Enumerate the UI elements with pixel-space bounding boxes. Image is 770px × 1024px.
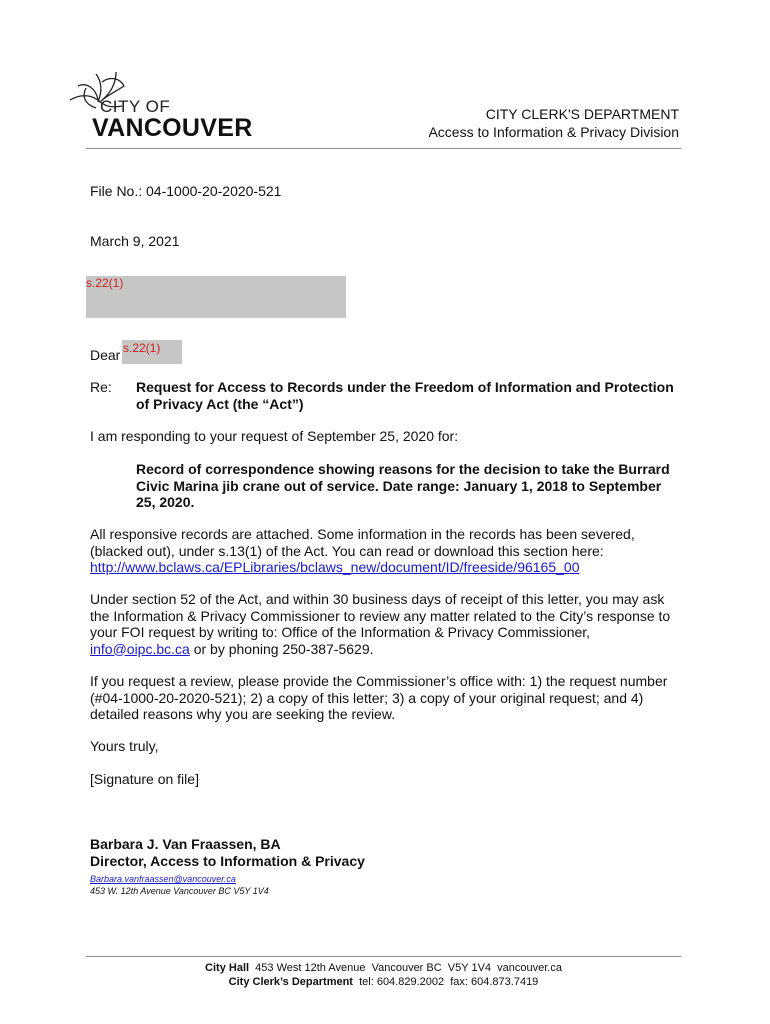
redaction-label: s.22(1) bbox=[86, 276, 124, 290]
bclaws-link[interactable]: http://www.bclaws.ca/EPLibraries/bclaws_new/document/ID/freeside/96165_00 bbox=[90, 559, 580, 575]
salutation-text: Dear bbox=[90, 347, 121, 363]
header-divider bbox=[86, 148, 681, 149]
section52-text: Under section 52 of the Act, and within 30 business days of receipt of this letter, you may ask the Information & Privacy Commissioner to review any matter related to the City’s response to your FOI request by writing to: Office of the Information & Privacy Commissioner, bbox=[90, 591, 671, 640]
records-text: All responsive records are attached. Some information in the records has been severed, (blacked out), under s.13(1) of the Act. You can read or download this section here: bbox=[90, 526, 635, 559]
section52-paragraph bbox=[90, 591, 680, 657]
signature-placeholder: [Signature on file] bbox=[90, 771, 199, 787]
signer-email-link[interactable]: Barbara.vanfraassen@vancouver.ca bbox=[90, 874, 236, 884]
logo-city-of: CITY OF bbox=[100, 97, 171, 116]
department-name: CITY CLERK'S DEPARTMENT bbox=[485, 106, 679, 122]
re-subject: Request for Access to Records under the Freedom of Information and Protection of Privacy Act (the “Act”) bbox=[136, 379, 674, 412]
signer-title: Director, Access to Information & Privacy bbox=[90, 853, 365, 869]
file-number: File No.: 04-1000-20-2020-521 bbox=[90, 183, 282, 199]
logo-vancouver: VANCOUVER bbox=[92, 114, 253, 142]
footer-line-1 bbox=[86, 961, 681, 975]
footer-contact: tel: 604.829.2002 fax: 604.873.7419 bbox=[352, 976, 539, 988]
footer-address: 453 West 12th Avenue Vancouver BC V5Y 1V4 vancouver.ca bbox=[249, 962, 562, 974]
signer-address: 453 W. 12th Avenue Vancouver BC V5Y 1V4 bbox=[90, 886, 269, 896]
review-paragraph: If you request a review, please provide the Commissioner’s office with: 1) the request number (#04-1000-20-2020-521); 2) a copy of this letter; 3) a copy of your original request; and 4) detailed reasons why you are seeking the review. bbox=[90, 673, 668, 722]
oipc-email-link[interactable]: info@oipc.bc.ca bbox=[90, 640, 190, 657]
footer-dept: City Clerk’s Department bbox=[228, 976, 353, 988]
footer-city-hall: City Hall bbox=[205, 962, 250, 974]
signer-name: Barbara J. Van Fraassen, BA bbox=[90, 836, 281, 852]
responding-paragraph: I am responding to your request of September 25, 2020 for: bbox=[90, 428, 459, 444]
request-description: Record of correspondence showing reasons for the decision to take the Burrard Civic Marina jib crane out of service. Date range: January 1, 2018 to September 25, 2020. bbox=[136, 461, 670, 510]
redacted-address-block bbox=[86, 276, 346, 318]
signer-email-line bbox=[90, 873, 680, 885]
re-label: Re: bbox=[90, 379, 112, 395]
division-name: Access to Information & Privacy Division bbox=[428, 124, 679, 140]
phone-text: or by phoning 250-387-5629. bbox=[189, 640, 374, 657]
redacted-name bbox=[122, 340, 182, 364]
footer-divider bbox=[86, 956, 681, 957]
closing: Yours truly, bbox=[90, 738, 159, 754]
redaction-label: s.22(1) bbox=[123, 341, 161, 355]
records-paragraph bbox=[90, 526, 680, 576]
department-header bbox=[428, 105, 679, 141]
letter-date: March 9, 2021 bbox=[90, 233, 180, 249]
footer-line-2 bbox=[86, 975, 681, 989]
